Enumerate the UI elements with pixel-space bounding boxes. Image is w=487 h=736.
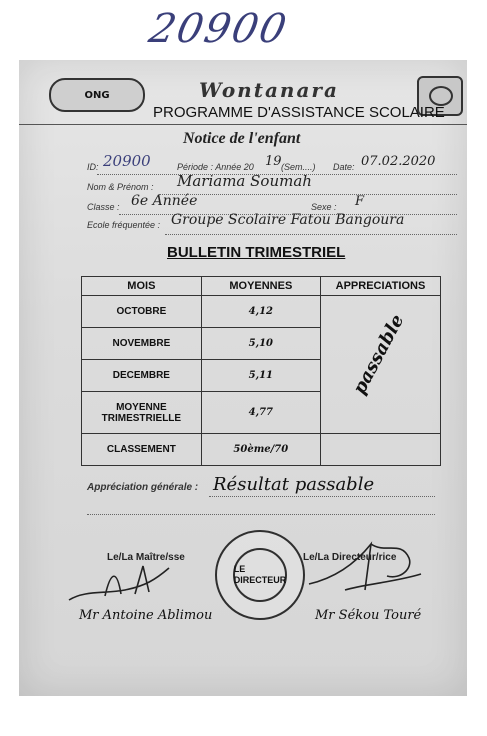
- date-value: 07.02.2020: [361, 154, 436, 169]
- table-header-row: [82, 277, 441, 296]
- average-cell: 5,10: [201, 328, 320, 360]
- stamp-text: LE DIRECTEUR: [233, 564, 287, 585]
- class-value: 6e Année: [131, 193, 198, 209]
- average-cell: 50ème/70: [201, 434, 320, 466]
- empty-cell: [320, 434, 440, 466]
- id-label: ID:: [87, 162, 99, 172]
- director-label: Le/La Directeur/rice: [303, 552, 397, 563]
- class-label: Classe :: [87, 202, 120, 212]
- director-signature: [305, 534, 425, 598]
- school-value: Groupe Scolaire Fatou Bangoura: [171, 212, 405, 228]
- teacher-name: Mr Antoine Ablimou: [79, 608, 213, 623]
- director-stamp: [215, 530, 305, 620]
- month-cell: MOYENNE TRIMESTRIELLE: [82, 392, 202, 434]
- name-value: Mariama Soumah: [177, 172, 312, 190]
- name-label: Nom & Prénom :: [87, 182, 154, 192]
- program-title: PROGRAMME D'ASSISTANCE SCOLAIRE: [153, 104, 445, 121]
- ong-logo: ONG: [49, 78, 145, 112]
- average-cell: 4,77: [201, 392, 320, 434]
- appreciation-cell: [320, 296, 440, 434]
- school-label: Ecole fréquentée :: [87, 220, 161, 230]
- header-divider: [19, 124, 467, 125]
- document-sheet: [19, 60, 467, 696]
- notice-title: Notice de l'enfant: [183, 130, 301, 147]
- header-month: MOIS: [82, 277, 202, 296]
- month-cell: NOVEMBRE: [82, 328, 202, 360]
- bulletin-title: BULLETIN TRIMESTRIEL: [167, 244, 346, 261]
- teacher-label: Le/La Maître/sse: [107, 552, 185, 563]
- month-cell: CLASSEMENT: [82, 434, 202, 466]
- general-appreciation-label: Appréciation générale :: [87, 482, 199, 493]
- sex-value: F: [355, 194, 365, 209]
- date-label: Date:: [333, 162, 355, 172]
- appreciation-value: passable: [348, 311, 409, 398]
- header-average: MOYENNES: [201, 277, 320, 296]
- grades-table: [81, 276, 441, 466]
- average-cell: 4,12: [201, 296, 320, 328]
- table-row: [82, 296, 441, 328]
- table-row: [82, 434, 441, 466]
- top-handwritten-number: 20900: [145, 6, 293, 52]
- header-appreciation: APPRECIATIONS: [320, 277, 440, 296]
- period-value: 19: [265, 154, 282, 169]
- month-cell: DECEMBRE: [82, 360, 202, 392]
- general-appreciation-value: Résultat passable: [213, 474, 375, 495]
- teacher-signature: [65, 560, 175, 606]
- period-suffix: (Sem....): [281, 162, 316, 172]
- organization-name: Wontanara: [199, 78, 339, 102]
- director-name: Mr Sékou Touré: [315, 608, 422, 623]
- month-cell: OCTOBRE: [82, 296, 202, 328]
- id-value: 20900: [103, 152, 151, 170]
- sex-label: Sexe :: [311, 202, 337, 212]
- average-cell: 5,11: [201, 360, 320, 392]
- period-label: Période : Année 20: [177, 162, 254, 172]
